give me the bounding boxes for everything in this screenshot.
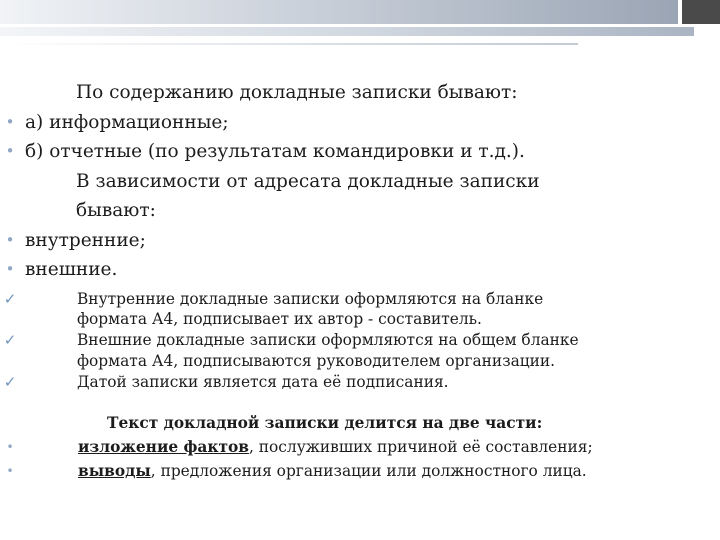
list-item — [0, 137, 720, 167]
content-line — [0, 167, 720, 197]
list-item-text: внешние. — [25, 259, 118, 280]
intro-text: По содержанию докладные записки бывают: — [76, 82, 518, 103]
header-dark-block — [682, 0, 720, 24]
list-item-text: а) информационные; — [25, 111, 229, 133]
check-item-text: формата А4, подписывает их автор - составитель. — [77, 310, 482, 329]
bullet-icon: • — [5, 230, 15, 249]
check-item-text: Внешние докладные записки оформляются на общем бланке — [77, 331, 579, 350]
list-item-rest: , предложения организации или должностного лица. — [150, 462, 587, 481]
bullet-icon: • — [5, 142, 15, 160]
check-item-text: формата А4, подписываются руководителем организации. — [77, 351, 556, 370]
list-item-text — [78, 459, 587, 483]
bullet-icon: • — [6, 440, 14, 455]
list-item-term: выводы — [78, 462, 151, 481]
check-item — [0, 372, 720, 393]
check-item-text: Датой записки является дата её подписания. — [77, 372, 449, 391]
list-item-text — [78, 435, 593, 459]
check-item-continuation — [0, 351, 720, 372]
check-item — [0, 330, 720, 351]
section-heading: Текст докладной записки делится на две части: — [107, 414, 543, 433]
check-item-continuation — [0, 309, 720, 330]
check-item — [0, 289, 720, 310]
intro-text: В зависимости от адресата докладные записки — [76, 170, 540, 192]
list-item-text: внутренние; — [25, 229, 146, 251]
bullet-icon: • — [6, 464, 14, 479]
list-item — [0, 255, 720, 285]
header-thin-rule — [0, 43, 578, 45]
slide-content — [0, 78, 720, 483]
header-gradient-bar — [0, 0, 720, 24]
list-item — [0, 459, 720, 483]
list-item-text: б) отчетные (по результатам командировки и т.д.). — [25, 141, 525, 162]
bullet-icon: • — [5, 260, 15, 278]
list-item-rest: , послуживших причиной её составления; — [248, 438, 593, 457]
section-heading-line — [0, 411, 720, 435]
list-item-term: изложение фактов — [78, 438, 249, 457]
header-lower-band — [0, 27, 694, 36]
list-item — [0, 108, 720, 138]
content-line — [0, 78, 720, 108]
bullet-icon: • — [5, 112, 15, 131]
checkmark-icon: ✓ — [3, 331, 17, 350]
content-line — [0, 196, 720, 226]
list-item — [0, 226, 720, 256]
intro-text: бывают: — [76, 200, 156, 221]
list-item — [0, 435, 720, 459]
checkmark-icon: ✓ — [3, 289, 17, 308]
checkmark-icon: ✓ — [3, 372, 17, 391]
check-item-text: Внутренние докладные записки оформляются на бланке — [77, 289, 544, 308]
